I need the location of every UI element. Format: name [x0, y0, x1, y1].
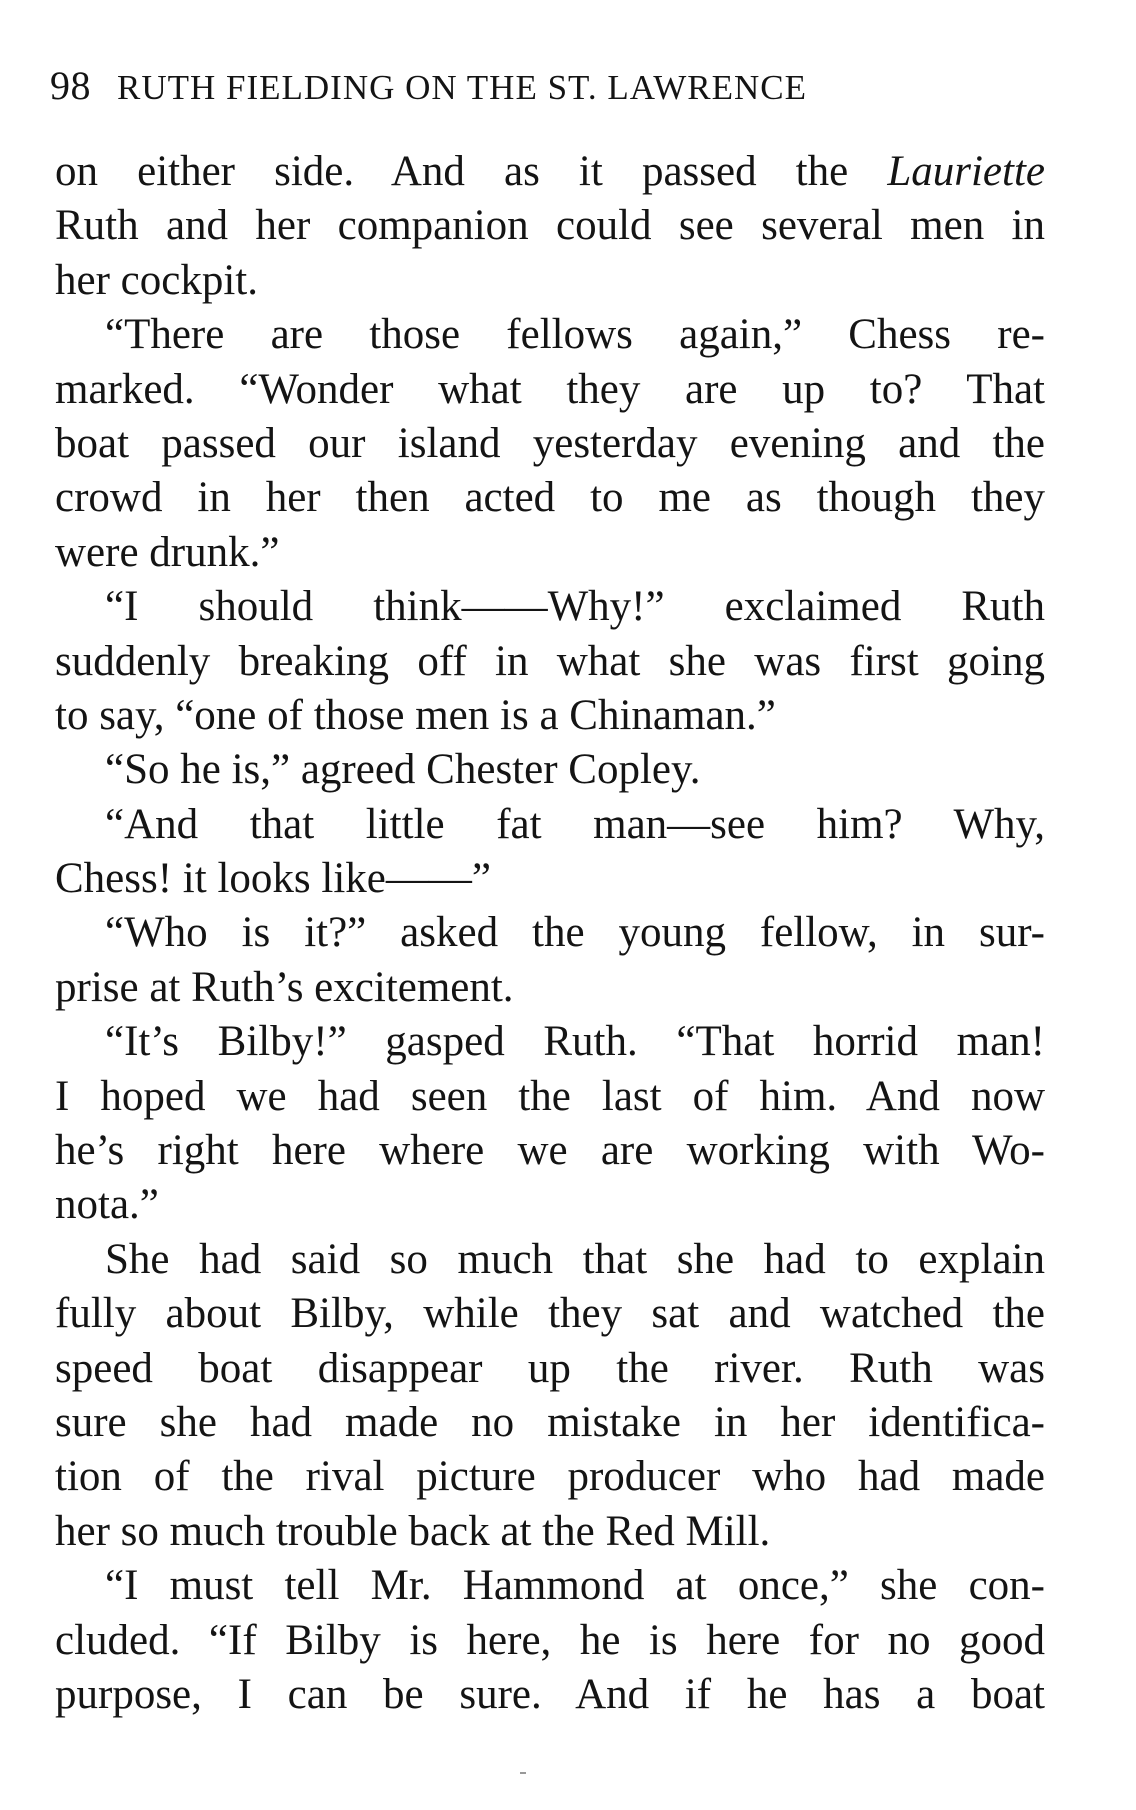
text-line: “It’s Bilby!” gasped Ruth. “That horrid man!	[105, 1018, 1045, 1066]
text-line: “And that little fat man—see him? Why,	[105, 800, 1045, 848]
text-line: “I should think——Why!” exclaimed Ruth	[105, 583, 1045, 631]
text-line: sure she had made no mistake in her identifica-	[55, 1398, 1045, 1446]
text-line: She had said so much that she had to explain	[105, 1235, 1045, 1283]
text-line: prise at Ruth’s excitement.	[55, 963, 514, 1011]
text-line: her cockpit.	[55, 256, 258, 304]
text-line: were drunk.”	[55, 528, 280, 576]
text-line: “I must tell Mr. Hammond at once,” she con-	[105, 1562, 1045, 1610]
text-line: boat passed our island yesterday evening and the	[55, 419, 1045, 467]
text-line: on either side. And as it passed the Lauriette	[55, 148, 1045, 195]
boat-name: Lauriette	[887, 148, 1045, 195]
print-speck	[520, 1772, 526, 1774]
text-line: tion of the rival picture producer who had made	[55, 1453, 1045, 1501]
text-line: cluded. “If Bilby is here, he is here for no good	[55, 1616, 1045, 1664]
text-line: he’s right here where we are working with Wo-	[55, 1127, 1045, 1175]
text-line: “So he is,” agreed Chester Copley.	[105, 746, 701, 794]
text-line: Chess! it looks like——”	[55, 855, 491, 903]
text-line: suddenly breaking off in what she was first going	[55, 637, 1045, 685]
text-line: I hoped we had seen the last of him. And now	[55, 1072, 1045, 1120]
text-line: purpose, I can be sure. And if he has a boat	[55, 1670, 1045, 1718]
text-line: “Who is it?” asked the young fellow, in sur-	[105, 909, 1045, 957]
running-head	[50, 62, 1050, 112]
text-line: nota.”	[55, 1181, 159, 1229]
text-line: speed boat disappear up the river. Ruth was	[55, 1344, 1045, 1392]
text-line: her so much trouble back at the Red Mill.	[55, 1507, 771, 1555]
text-line: Ruth and her companion could see several men in	[55, 202, 1045, 250]
text-line: fully about Bilby, while they sat and watched the	[55, 1290, 1045, 1338]
text-line: to say, “one of those men is a Chinaman.”	[55, 691, 776, 739]
text-line: crowd in her then acted to me as though they	[55, 474, 1045, 522]
text-line: marked. “Wonder what they are up to? That	[55, 365, 1045, 413]
running-title: RUTH FIELDING ON THE ST. LAWRENCE	[117, 68, 807, 107]
page-number: 98	[50, 63, 91, 108]
body-text	[55, 145, 1045, 1722]
text-line: “There are those fellows again,” Chess re-	[105, 311, 1045, 359]
